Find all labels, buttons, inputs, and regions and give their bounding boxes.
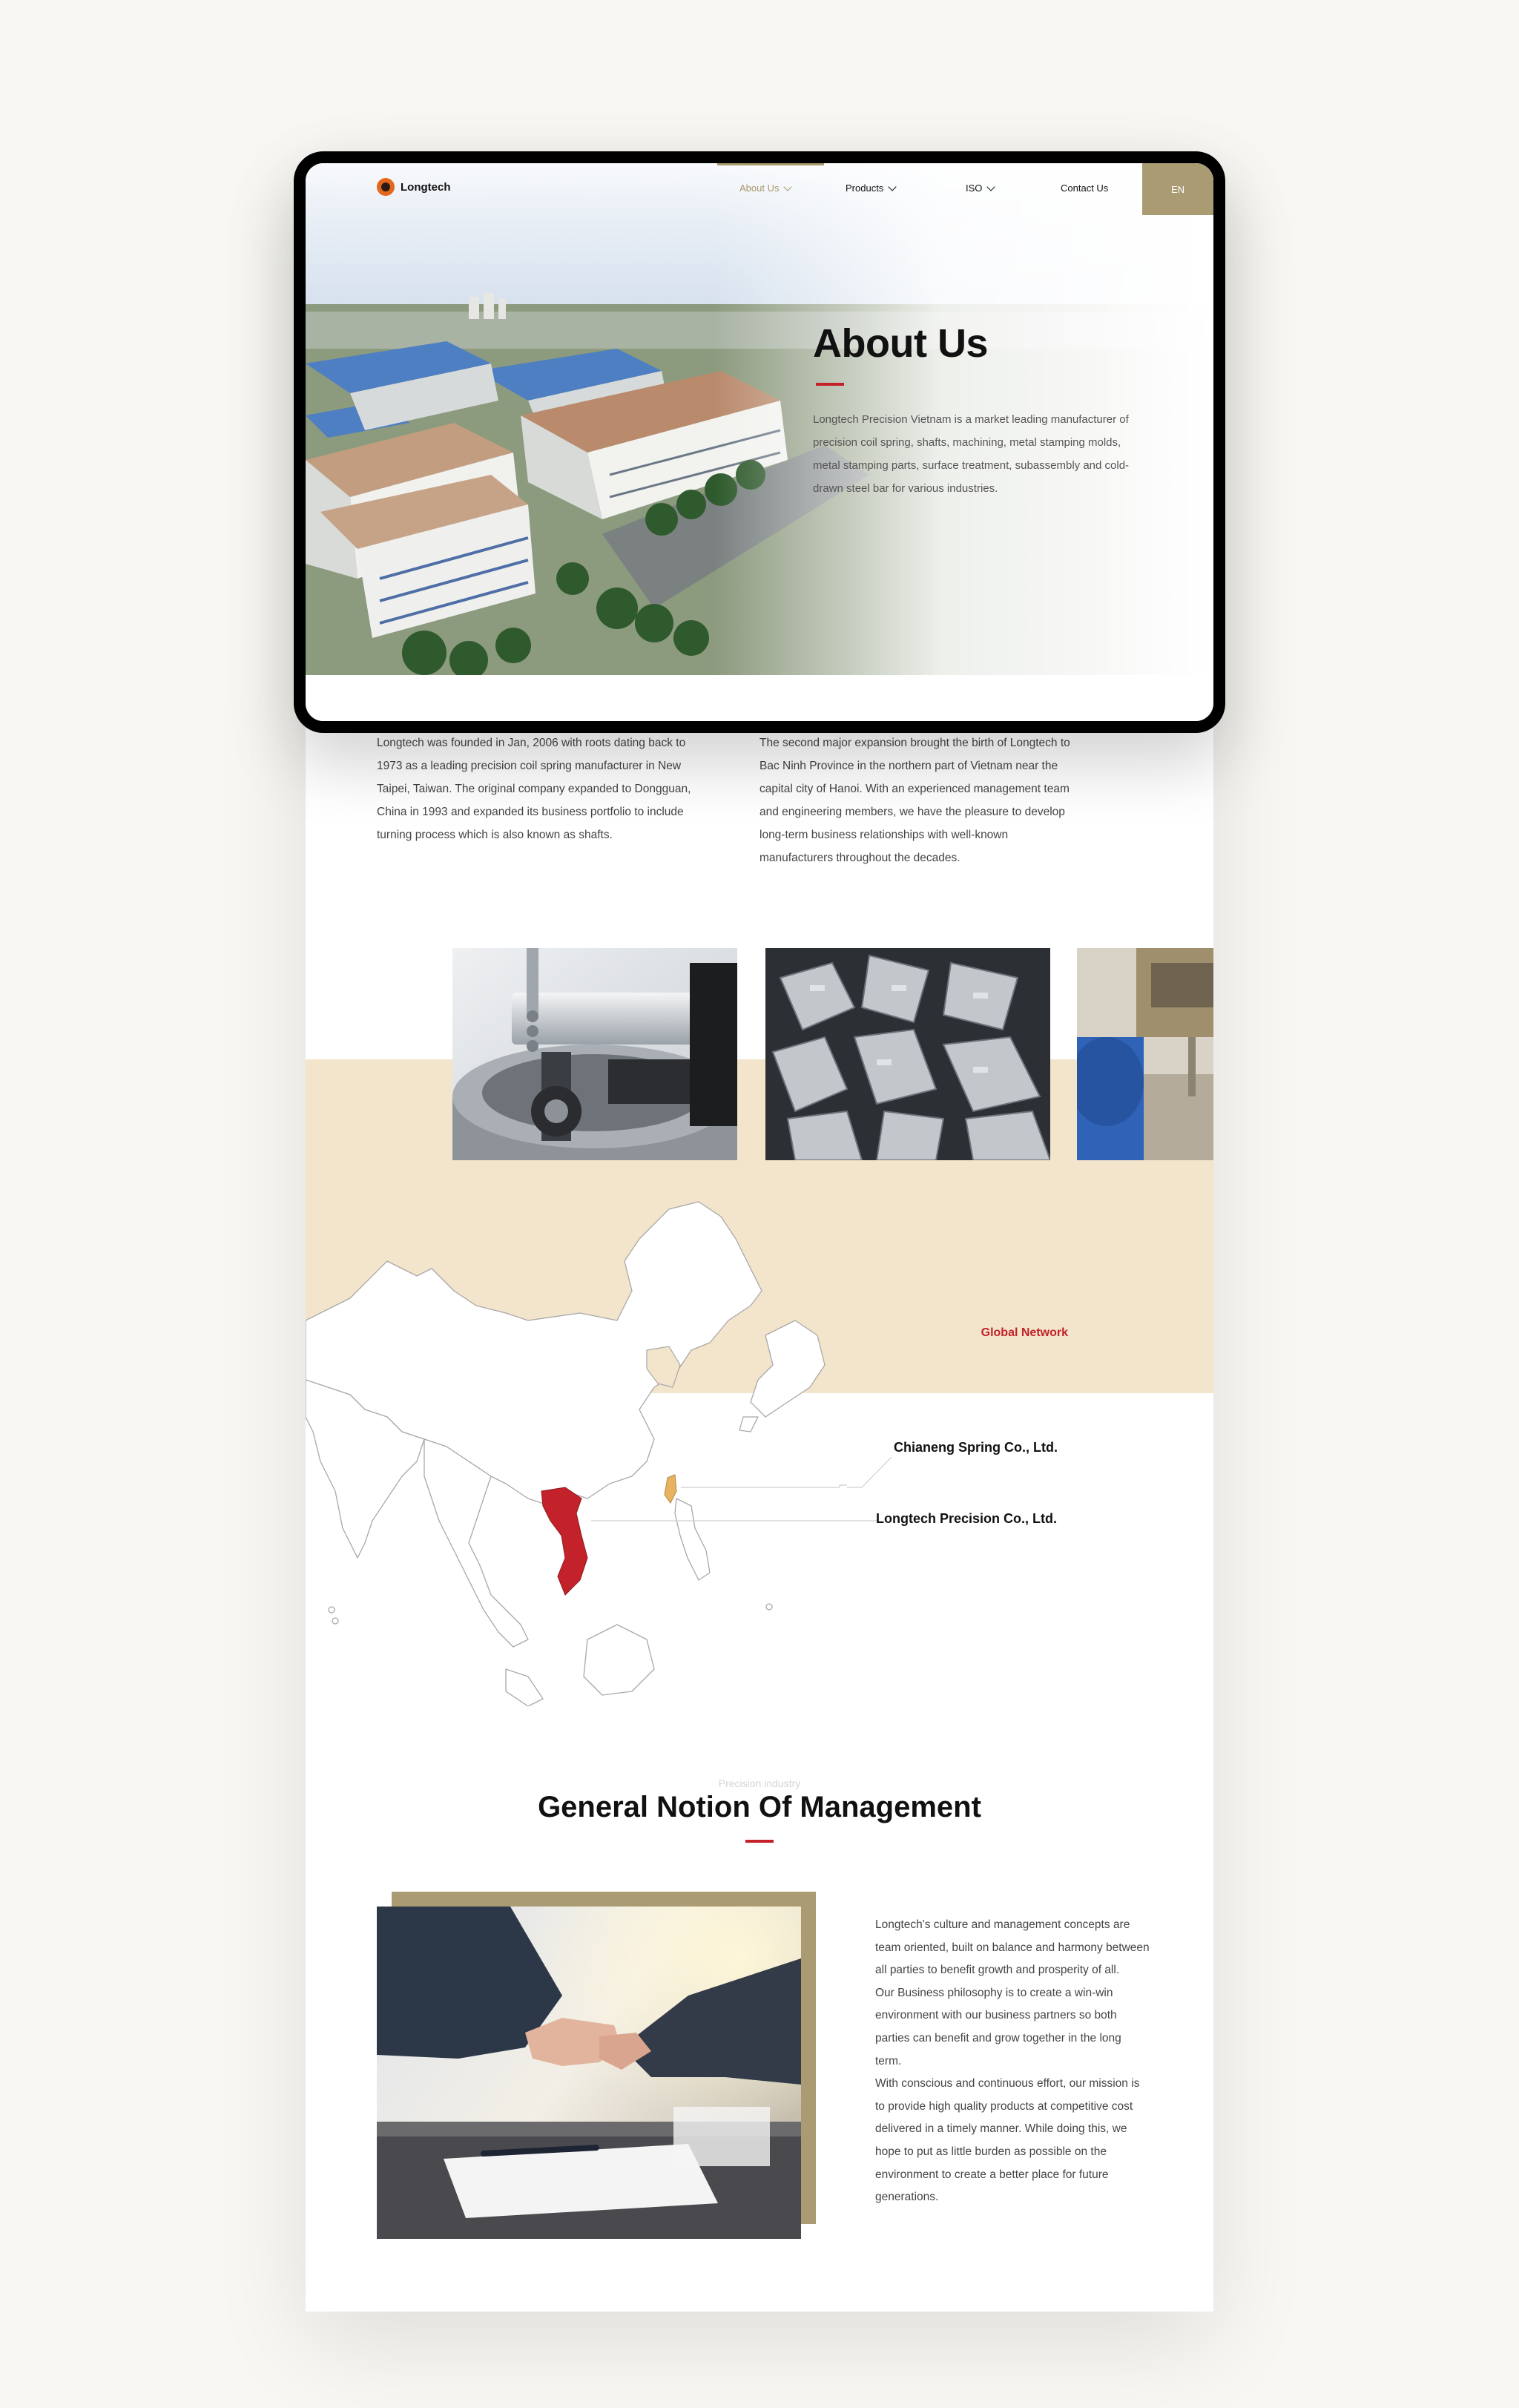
brand-logo[interactable] bbox=[377, 178, 451, 196]
handshake-photo bbox=[377, 1907, 801, 2239]
asia-map bbox=[306, 1194, 847, 1706]
chevron-down-icon bbox=[987, 182, 995, 191]
management-paragraph: Our Business philosophy is to create a win-win environment with our business partners so both parties can benefit and grow together in the long term. bbox=[875, 1986, 1121, 2067]
story-right-text: The second major expansion brought the birth of Longtech to Bac Ninh Province in the northern part of Vietnam near the capital city of Hanoi. With an experienced management team and engineering members, we have the pleasure to develop long-term business relationships with well-known manufacturers throughout the decades. bbox=[760, 737, 1070, 864]
nav-contact-us-label: Contact Us bbox=[1061, 182, 1109, 194]
language-switch[interactable]: EN bbox=[1142, 163, 1213, 215]
nav-products[interactable] bbox=[846, 182, 895, 194]
chevron-down-icon bbox=[784, 182, 792, 191]
nav-products-label: Products bbox=[846, 182, 884, 194]
story-left-text: Longtech was founded in Jan, 2006 with roots dating back to 1973 as a leading precision coil spring manufacturer in New Taipei, Taiwan. The original company expanded to Dongguan, China in 1993 and expanded its business portfolio to include turning process which is also known as shafts. bbox=[377, 737, 691, 841]
longtech-logo-icon bbox=[377, 178, 395, 196]
brand-name: Longtech bbox=[401, 180, 451, 194]
tablet-mockup bbox=[294, 151, 1225, 733]
leader-line-longtech bbox=[847, 1519, 877, 1522]
nav-iso-label: ISO bbox=[966, 182, 983, 194]
leader-line-chianeng bbox=[847, 1442, 892, 1488]
gallery-image-aluminum-parts bbox=[765, 948, 1050, 1160]
management-paragraph: With conscious and continuous effort, our mission is to provide high quality products at competitive cost delivered in a timely manner. While doing this, we hope to put as little burden as possible on the environment to create a better place for future generations. bbox=[875, 2077, 1140, 2204]
location-longtech-precision: Longtech Precision Co., Ltd. bbox=[876, 1511, 1058, 1526]
chevron-down-icon bbox=[889, 182, 897, 191]
management-title-underline bbox=[745, 1840, 774, 1843]
nav-about-us-label: About Us bbox=[739, 182, 780, 194]
global-network-label: Global Network bbox=[981, 1326, 1068, 1339]
nav-iso[interactable] bbox=[966, 182, 994, 194]
tablet-screen bbox=[306, 163, 1213, 721]
nav-contact-us[interactable] bbox=[1061, 182, 1108, 194]
management-text bbox=[875, 1914, 1150, 2209]
hero-title: About Us bbox=[813, 321, 988, 366]
management-title: General Notion Of Management bbox=[538, 1791, 981, 1823]
management-paragraph: Longtech's culture and management concepts are team oriented, built on balance and harmony between all parties to benefit growth and prosperity of all. bbox=[875, 1918, 1150, 1977]
nav-about-us[interactable] bbox=[739, 182, 791, 194]
hero-title-underline bbox=[816, 383, 844, 386]
location-chianeng-spring: Chianeng Spring Co., Ltd. bbox=[894, 1440, 1058, 1455]
gallery-image-measuring-machine bbox=[452, 948, 737, 1160]
hero-description: Longtech Precision Vietnam is a market leading manufacturer of precision coil spring, shafts, machining, metal stamping molds, metal stamping parts, surface treatment, subassembly and cold-drawn steel bar for various industries. bbox=[813, 413, 1130, 495]
section-eyebrow: Precision industry bbox=[718, 1777, 801, 1789]
top-navigation bbox=[306, 163, 1213, 215]
gallery-image-factory-worker bbox=[1077, 948, 1213, 1160]
